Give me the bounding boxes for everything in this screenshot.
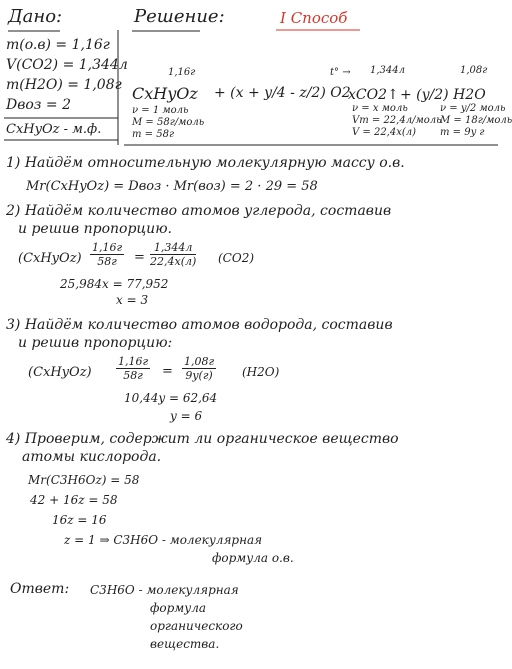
step2-rhs-formula: (CO2) [218,251,255,265]
reactant-mass: m = 58г [132,129,174,140]
step2-result: x = 3 [116,293,149,307]
step2-frac1-numerator: 1,16г [92,241,123,254]
step3-title-line1: 3) Найдём количество атомов водорода, составив [6,317,393,333]
step3-fraction-water [182,356,216,381]
step4-line4: z = 1 ⇒ C3H6O - молекулярная [64,533,263,547]
water-nu: ν = y/2 моль [440,103,506,114]
step3-result: y = 6 [170,409,203,423]
co2-molar-volume: Vm = 22,4л/моль [352,115,442,126]
answer-line2: формула [150,601,207,615]
step3-frac2-denominator: 9y(г) [185,369,213,382]
method-label: I Способ [280,9,348,27]
step4-line1: Mr(C3H6Oz) = 58 [28,473,140,487]
step2-fraction-co2 [150,242,196,267]
step2-title-line2: и решив пропорцию. [18,221,172,237]
step3-frac2-numerator: 1,08г [184,355,215,368]
co2-volume-annotation: 1,344л [370,65,405,76]
step2-fraction-substance [90,242,124,267]
co2-nu: ν = x моль [352,103,408,114]
given-mass-substance: m(o.в) = 1,16г [6,37,110,53]
reaction-arrow: t° → [330,67,351,78]
given-unknown-formula: CxHyOz - м.ф. [6,122,102,137]
answer-label: Ответ: [10,581,70,597]
step4-line2: 42 + 16z = 58 [30,493,118,507]
reactant-nu: ν = 1 моль [132,105,189,116]
solution-title: Решение: [134,6,225,27]
answer-line4: вещества. [150,637,220,651]
step2-frac2-denominator: 22,4x(л) [150,255,197,268]
step2-frac1-denominator: 58г [97,255,117,268]
answer-line3: органического [150,619,243,633]
water-term: + (y/2) H2O [400,87,486,103]
water-molar-mass: M = 18г/моль [440,115,512,126]
step2-equals: = [134,250,145,265]
step3-fraction-substance [116,356,150,381]
step4-line3: 16z = 16 [52,513,107,527]
step2-title-line1: 2) Найдём количество атомов углерода, составив [6,203,392,219]
step4-line5: формула о.в. [212,551,294,565]
step2-equation: 25,984x = 77,952 [60,277,169,291]
oxygen-term: + (x + y/4 - z/2) O2 [214,85,351,101]
step3-equation: 10,44y = 62,64 [124,391,218,405]
step3-frac1-numerator: 1,16г [118,355,149,368]
water-mass: m = 9y г [440,127,485,138]
step2-lhs-formula: (CxHyOz) [18,251,82,266]
given-title: Дано: [8,6,63,27]
water-mass-annotation: 1,08г [460,65,488,76]
step3-title-line2: и решив пропорцию: [18,335,173,351]
step4-title-line1: 4) Проверим, содержит ли органическое вещество [6,431,399,447]
reactant-formula: CxHyOz [132,84,198,103]
step3-lhs-formula: (CxHyOz) [28,365,92,380]
step3-equals: = [162,364,173,379]
step1-formula: Mr(CxHyOz) = Dвоз · Mr(воз) = 2 · 29 = 58 [26,179,318,194]
co2-term: xCO2↑ [348,87,399,103]
step3-frac1-denominator: 58г [123,369,143,382]
co2-volume: V = 22,4x(л) [352,127,417,138]
step4-title-line2: атомы кислорода. [22,449,162,465]
reactant-molar-mass: M = 58г/моль [132,117,205,128]
answer-line1: C3H6O - молекулярная [90,583,239,597]
step2-frac2-numerator: 1,344л [150,242,196,255]
given-volume-co2: V(CO2) = 1,344л [6,57,128,73]
step3-rhs-formula: (H2O) [242,365,280,379]
given-density-air: Dвоз = 2 [6,97,71,113]
step1-title: 1) Найдём относительную молекулярную массу о.в. [6,155,405,171]
reactant-mass-annotation: 1,16г [168,67,196,78]
given-mass-water: m(H2O) = 1,08г [6,77,122,93]
